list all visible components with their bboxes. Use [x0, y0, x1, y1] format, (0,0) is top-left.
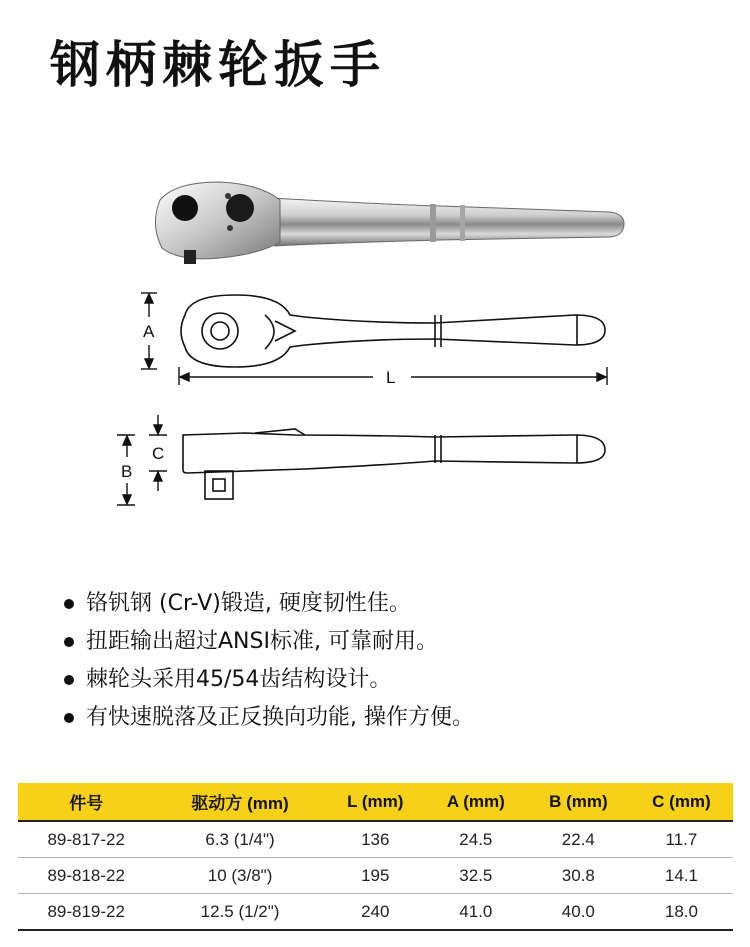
cell-c: 14.1 [630, 858, 733, 894]
feature-text: 有快速脱落及正反换向功能, 操作方便。 [86, 705, 474, 730]
cell-b: 22.4 [527, 821, 630, 858]
cell-a: 41.0 [425, 894, 527, 931]
feature-text: 铬钒钢 (Cr-V)锻造, 硬度韧性佳。 [86, 591, 411, 616]
feature-text: 扭距输出超过ANSI标准, 可靠耐用。 [86, 629, 438, 654]
feature-text: 棘轮头采用45/54齿结构设计。 [86, 667, 392, 692]
header-l: L (mm) [326, 783, 425, 821]
dimension-l-label: L [386, 368, 396, 387]
cell-part-number: 89-819-22 [18, 894, 154, 931]
header-part-number: 件号 [18, 783, 154, 821]
table-header-row [18, 783, 733, 821]
feature-item [62, 623, 474, 661]
cell-drive: 12.5 (1/2") [154, 894, 325, 931]
feature-list [62, 585, 474, 737]
cell-part-number: 89-817-22 [18, 821, 154, 858]
dimension-drawing [105, 285, 635, 515]
feature-item [62, 661, 474, 699]
cell-a: 32.5 [425, 858, 527, 894]
cell-drive: 10 (3/8") [154, 858, 325, 894]
cell-l: 136 [326, 821, 425, 858]
bullet-icon [64, 637, 74, 647]
cell-l: 195 [326, 858, 425, 894]
wrench-photo [140, 170, 630, 275]
cell-c: 11.7 [630, 821, 733, 858]
feature-item [62, 585, 474, 623]
cell-b: 40.0 [527, 894, 630, 931]
bullet-icon [64, 713, 74, 723]
cell-a: 24.5 [425, 821, 527, 858]
cell-c: 18.0 [630, 894, 733, 931]
table-row [18, 821, 733, 858]
spec-table [18, 783, 733, 931]
cell-l: 240 [326, 894, 425, 931]
dimension-a-label: A [143, 322, 155, 341]
table-row [18, 858, 733, 894]
dimension-c-label: C [152, 444, 165, 463]
bullet-icon [64, 599, 74, 609]
header-b: B (mm) [527, 783, 630, 821]
page-title: 钢柄棘轮扳手 [50, 36, 386, 94]
table-row [18, 894, 733, 931]
bullet-icon [64, 675, 74, 685]
header-c: C (mm) [630, 783, 733, 821]
dimension-b-label: B [121, 462, 133, 481]
cell-b: 30.8 [527, 858, 630, 894]
header-a: A (mm) [425, 783, 527, 821]
feature-item [62, 699, 474, 737]
cell-drive: 6.3 (1/4") [154, 821, 325, 858]
cell-part-number: 89-818-22 [18, 858, 154, 894]
header-drive: 驱动方 (mm) [154, 783, 325, 821]
